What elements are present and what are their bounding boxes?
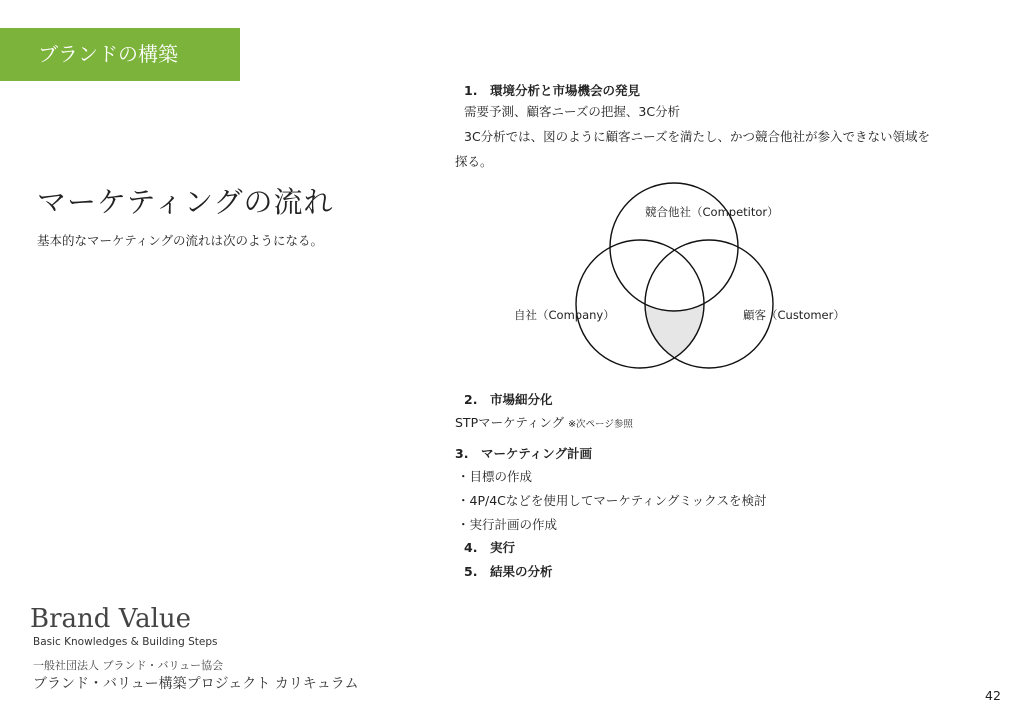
customer-label: 顧客（Customer） — [743, 308, 845, 322]
step2-heading: 2. 市場細分化 — [464, 392, 553, 407]
step1-heading: 1. 環境分析と市場機会の発見 — [464, 83, 640, 98]
step3-item-goals: ・目標の作成 — [457, 469, 533, 484]
stp-label: STPマーケティング — [455, 415, 565, 430]
step5-heading: 5. 結果の分析 — [464, 564, 553, 579]
page-description: 基本的なマーケティングの流れは次のようになる。 — [37, 233, 324, 248]
page-title: マーケティングの流れ — [37, 185, 334, 219]
step3-item-plan: ・実行計画の作成 — [457, 517, 558, 532]
section-tab-label: ブランドの構築 — [38, 42, 178, 66]
step2-subtitle — [455, 413, 633, 431]
step1-subtitle: 需要予測、顧客ニーズの把握、3C分析 — [464, 104, 681, 119]
customer-circle — [645, 240, 773, 368]
step1-body-line2: 探る。 — [455, 154, 493, 169]
step3-heading: 3. マーケティング計画 — [455, 446, 592, 461]
page-number: 42 — [985, 688, 1001, 703]
3c-venn-diagram — [500, 180, 860, 370]
competitor-circle — [610, 183, 738, 311]
organization-name: 一般社団法人 ブランド・バリュー協会 — [33, 659, 224, 672]
step1-body-line1: 3C分析では、図のように顧客ニーズを満たし、かつ競合他社が参入できない領域を — [464, 129, 931, 144]
brand-subtitle: Basic Knowledges & Building Steps — [33, 636, 218, 648]
brand-value-logo: Brand Value — [30, 604, 192, 634]
next-page-note: ※次ページ参照 — [568, 419, 633, 430]
section-tab — [0, 28, 240, 81]
competitor-label: 競合他社（Competitor） — [645, 205, 779, 219]
company-label: 自社（Company） — [514, 308, 615, 322]
company-circle — [576, 240, 704, 368]
step4-heading: 4. 実行 — [464, 540, 515, 555]
step3-item-mix: ・4P/4Cなどを使用してマーケティングミックスを検討 — [457, 493, 767, 508]
program-name: ブランド・バリュー構築プロジェクト カリキュラム — [33, 676, 359, 692]
